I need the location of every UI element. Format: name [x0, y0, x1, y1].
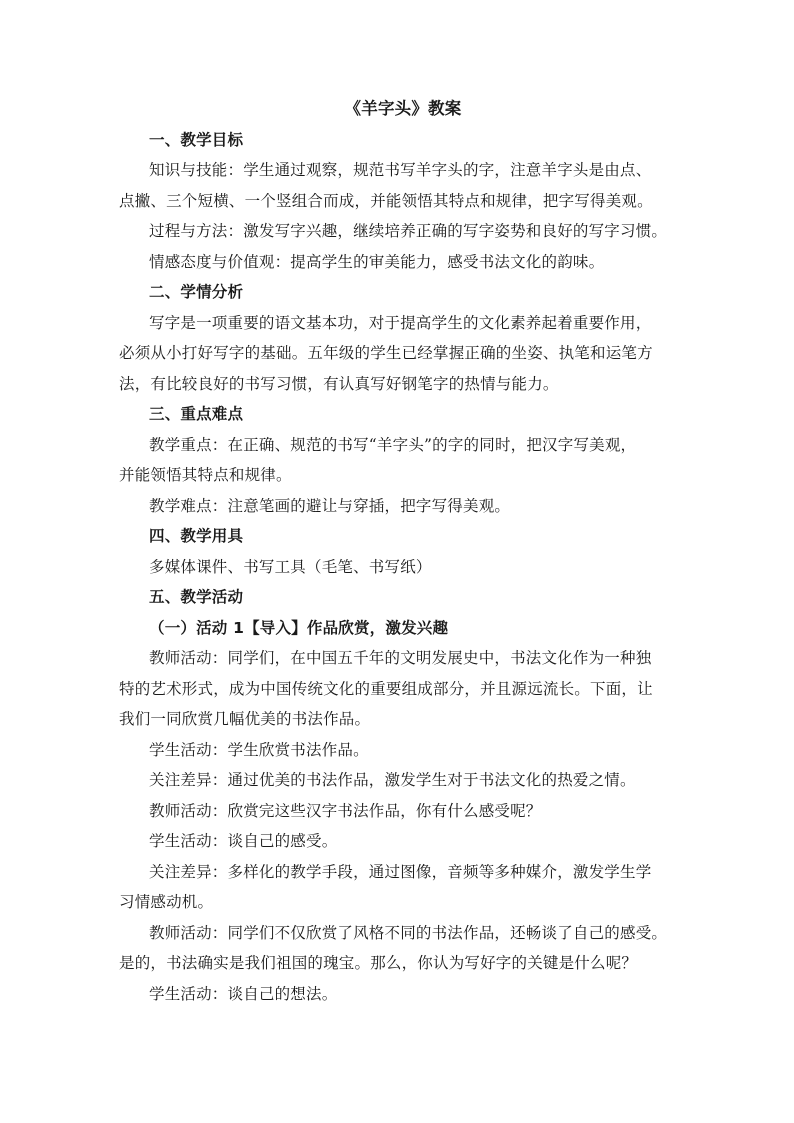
paragraph-line: 必须从小打好写字的基础。五年级的学生已经掌握正确的坐姿、执笔和运笔方	[119, 344, 653, 362]
paragraph-line: 教师活动：同学们，在中国五千年的文明发展史中，书法文化作为一种独	[149, 649, 652, 667]
paragraph-line: 写字是一项重要的语文基本功，对于提高学生的文化素养起着重要作用，	[149, 313, 652, 332]
paragraph-line: 学生活动：谈自己的感受。	[149, 832, 338, 850]
paragraph-line: 我们一同欣赏几幅优美的书法作品。	[119, 710, 371, 728]
section-heading-analysis: 二、学情分析	[149, 283, 244, 301]
document-title: 《羊字头》教案	[344, 99, 462, 118]
paragraph-line: 关注差异：通过优美的书法作品，激发学生对于书法文化的热爱之情。	[149, 771, 636, 789]
document-page	[119, 94, 679, 1009]
paragraph-line: 教师活动：同学们不仅欣赏了风格不同的书法作品，还畅谈了自己的感受。	[149, 923, 668, 942]
paragraph-line: 点撇、三个短横、一个竖组合而成，并能领悟其特点和规律，把字写得美观。	[119, 191, 653, 210]
paragraph-line: 法，有比较良好的书写习惯，有认真写好钢笔字的热情与能力。	[119, 374, 559, 393]
paragraph-line: 教学难点：注意笔画的避让与穿插，把字写得美观。	[149, 496, 511, 515]
paragraph-line: 是的，书法确实是我们祖国的瑰宝。那么，你认为写好字的关键是什么呢？	[119, 954, 638, 972]
paragraph-line: 习情感动机。	[119, 893, 214, 911]
paragraph-line: 学生活动：学生欣赏书法作品。	[149, 740, 369, 759]
section-heading-activities: 五、教学活动	[149, 588, 244, 606]
activity-heading: （一）活动 1【导入】作品欣赏，激发兴趣	[149, 618, 449, 637]
paragraph-line: 并能领悟其特点和规律。	[119, 466, 292, 484]
section-heading-objectives: 一、教学目标	[149, 130, 244, 149]
paragraph-line: 情感态度与价值观：提高学生的审美能力，感受书法文化的韵味。	[149, 252, 605, 271]
paragraph-line: 特的艺术形式，成为中国传统文化的重要组成部分，并且源远流长。下面，让	[119, 679, 653, 698]
paragraph-line: 关注差异：多样化的教学手段，通过图像，音频等多种媒介，激发学生学	[149, 862, 652, 881]
section-heading-key-points: 三、重点难点	[149, 405, 244, 423]
paragraph-line: 教学重点：在正确、规范的书写“羊字头”的字的同时，把汉字写美观，	[149, 435, 637, 454]
paragraph-line: 过程与方法：激发写字兴趣，继续培养正确的写字姿势和良好的写字习惯。	[149, 222, 668, 240]
paragraph-line: 学生活动：谈自己的想法。	[149, 984, 338, 1003]
paragraph-line: 知识与技能：学生通过观察，规范书写羊字头的字，注意羊字头是由点、	[149, 161, 652, 179]
section-heading-tools: 四、教学用具	[149, 527, 244, 545]
paragraph-line: 多媒体课件、书写工具（毛笔、书写纸）	[149, 557, 432, 576]
paragraph-line: 教师活动：欣赏完这些汉字书法作品，你有什么感受呢？	[149, 801, 542, 820]
